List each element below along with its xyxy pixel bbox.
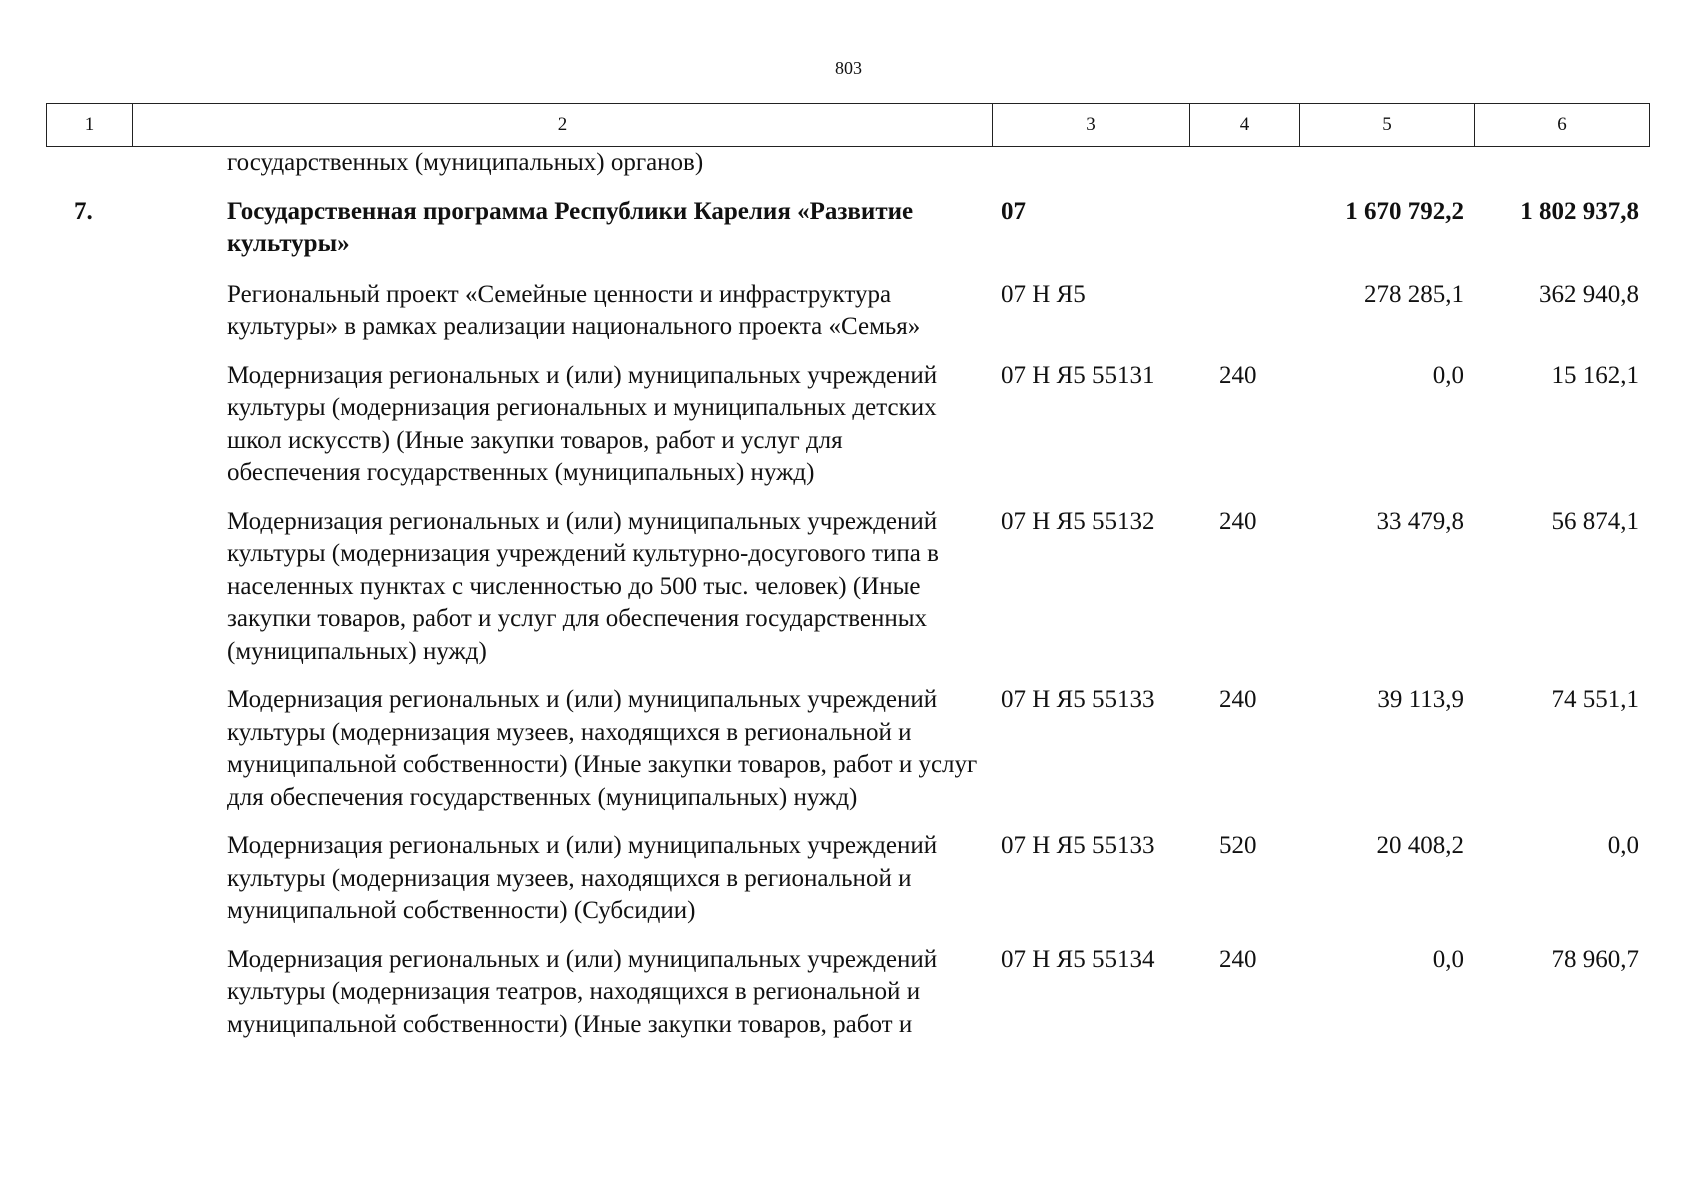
column-header-2: 2 (133, 104, 993, 147)
target-code: 07 Н Я5 55131 (1001, 361, 1155, 389)
amount-col5: 0,0 (1432, 945, 1464, 973)
amount-col6: 78 960,7 (1551, 945, 1639, 973)
page-number: 803 (835, 58, 862, 78)
amount-col6: 56 874,1 (1551, 507, 1639, 535)
expense-type: 520 (1219, 832, 1257, 859)
table-row (46, 944, 1649, 1058)
amount-col5: 1 670 792,2 (1345, 197, 1464, 225)
amount-col5: 0,0 (1432, 361, 1464, 389)
table-row (46, 506, 1649, 685)
row-number (46, 830, 132, 944)
amount-col6 (1474, 147, 1649, 196)
amount-col5: 20 408,2 (1376, 832, 1464, 859)
column-header-3: 3 (993, 104, 1190, 147)
column-header-5: 5 (1300, 104, 1475, 147)
table-row (46, 196, 1649, 279)
row-name: Модернизация региональных и (или) муниципальных учреждений культуры (модернизация музеев, находящихся в региональной и муниципальной собственности) (Иные закупки товаров, работ и услуг для обеспечения государственных (муниципальных) нужд) (227, 686, 978, 811)
table-row (46, 830, 1649, 944)
column-header-row (47, 104, 1650, 147)
row-number (46, 147, 132, 196)
row-name: Модернизация региональных и (или) муниципальных учреждений культуры (модернизация музеев, находящихся в региональной и муниципальной собственности) (Субсидии) (227, 832, 938, 924)
row-name: Региональный проект «Семейные ценности и инфраструктура культуры» в рамках реализации национального проекта «Семья» (227, 280, 921, 340)
row-number (46, 506, 132, 685)
amount-col5 (1299, 147, 1474, 196)
expense-type: 240 (1219, 361, 1257, 389)
expense-type: 240 (1219, 945, 1257, 973)
target-code: 07 Н Я5 55133 (1001, 832, 1155, 859)
amount-col6: 1 802 937,8 (1520, 197, 1639, 225)
target-code: 07 Н Я5 55134 (1001, 945, 1155, 973)
row-number (46, 684, 132, 830)
expense-type (1189, 279, 1299, 360)
table-row (46, 684, 1649, 830)
amount-col5: 33 479,8 (1376, 507, 1464, 535)
table-row (46, 279, 1649, 360)
column-header-table (46, 103, 1650, 147)
row-number: 7. (74, 197, 93, 225)
column-header-4: 4 (1190, 104, 1300, 147)
amount-col6: 0,0 (1607, 832, 1639, 859)
table-row (46, 147, 1649, 196)
row-name: Модернизация региональных и (или) муниципальных учреждений культуры (модернизация учреждений культурно-досугового типа в населенных пунктах с численностью до 500 тыс. человек) (Иные закупки товаров, работ и услуг для обеспечения государственных (муниципальных) нужд) (227, 507, 939, 665)
target-code: 07 Н Я5 55132 (1001, 507, 1155, 535)
target-code: 07 Н Я5 55133 (1001, 686, 1155, 713)
row-name: Модернизация региональных и (или) муниципальных учреждений культуры (модернизация региональных и муниципальных детских школ искусств) (Иные закупки товаров, работ и услуг для обеспечения государственных (муниципальных) нужд) (227, 361, 938, 486)
row-number (46, 360, 132, 506)
row-name: государственных (муниципальных) органов) (227, 149, 704, 176)
row-number (46, 944, 132, 1058)
target-code (992, 147, 1189, 196)
amount-col6: 15 162,1 (1551, 361, 1639, 389)
expense-type: 240 (1219, 507, 1257, 535)
target-code: 07 Н Я5 (1001, 280, 1086, 308)
amount-col5: 278 285,1 (1364, 280, 1464, 308)
target-code: 07 (1001, 197, 1026, 225)
row-name: Государственная программа Республики Карелия «Развитие культуры» (227, 197, 914, 257)
amount-col6: 362 940,8 (1539, 280, 1639, 308)
row-number (46, 279, 132, 360)
row-name: Модернизация региональных и (или) муниципальных учреждений культуры (модернизация театров, находящихся в региональной и муниципальной собственности) (Иные закупки товаров, работ и (227, 945, 938, 1038)
budget-table (46, 147, 1649, 1057)
table-row (46, 360, 1649, 506)
column-header-1: 1 (47, 104, 133, 147)
expense-type (1189, 147, 1299, 196)
amount-col5: 39 113,9 (1377, 686, 1464, 713)
amount-col6: 74 551,1 (1551, 686, 1639, 713)
expense-type: 240 (1219, 686, 1257, 713)
expense-type (1189, 196, 1299, 279)
column-header-6: 6 (1475, 104, 1650, 147)
